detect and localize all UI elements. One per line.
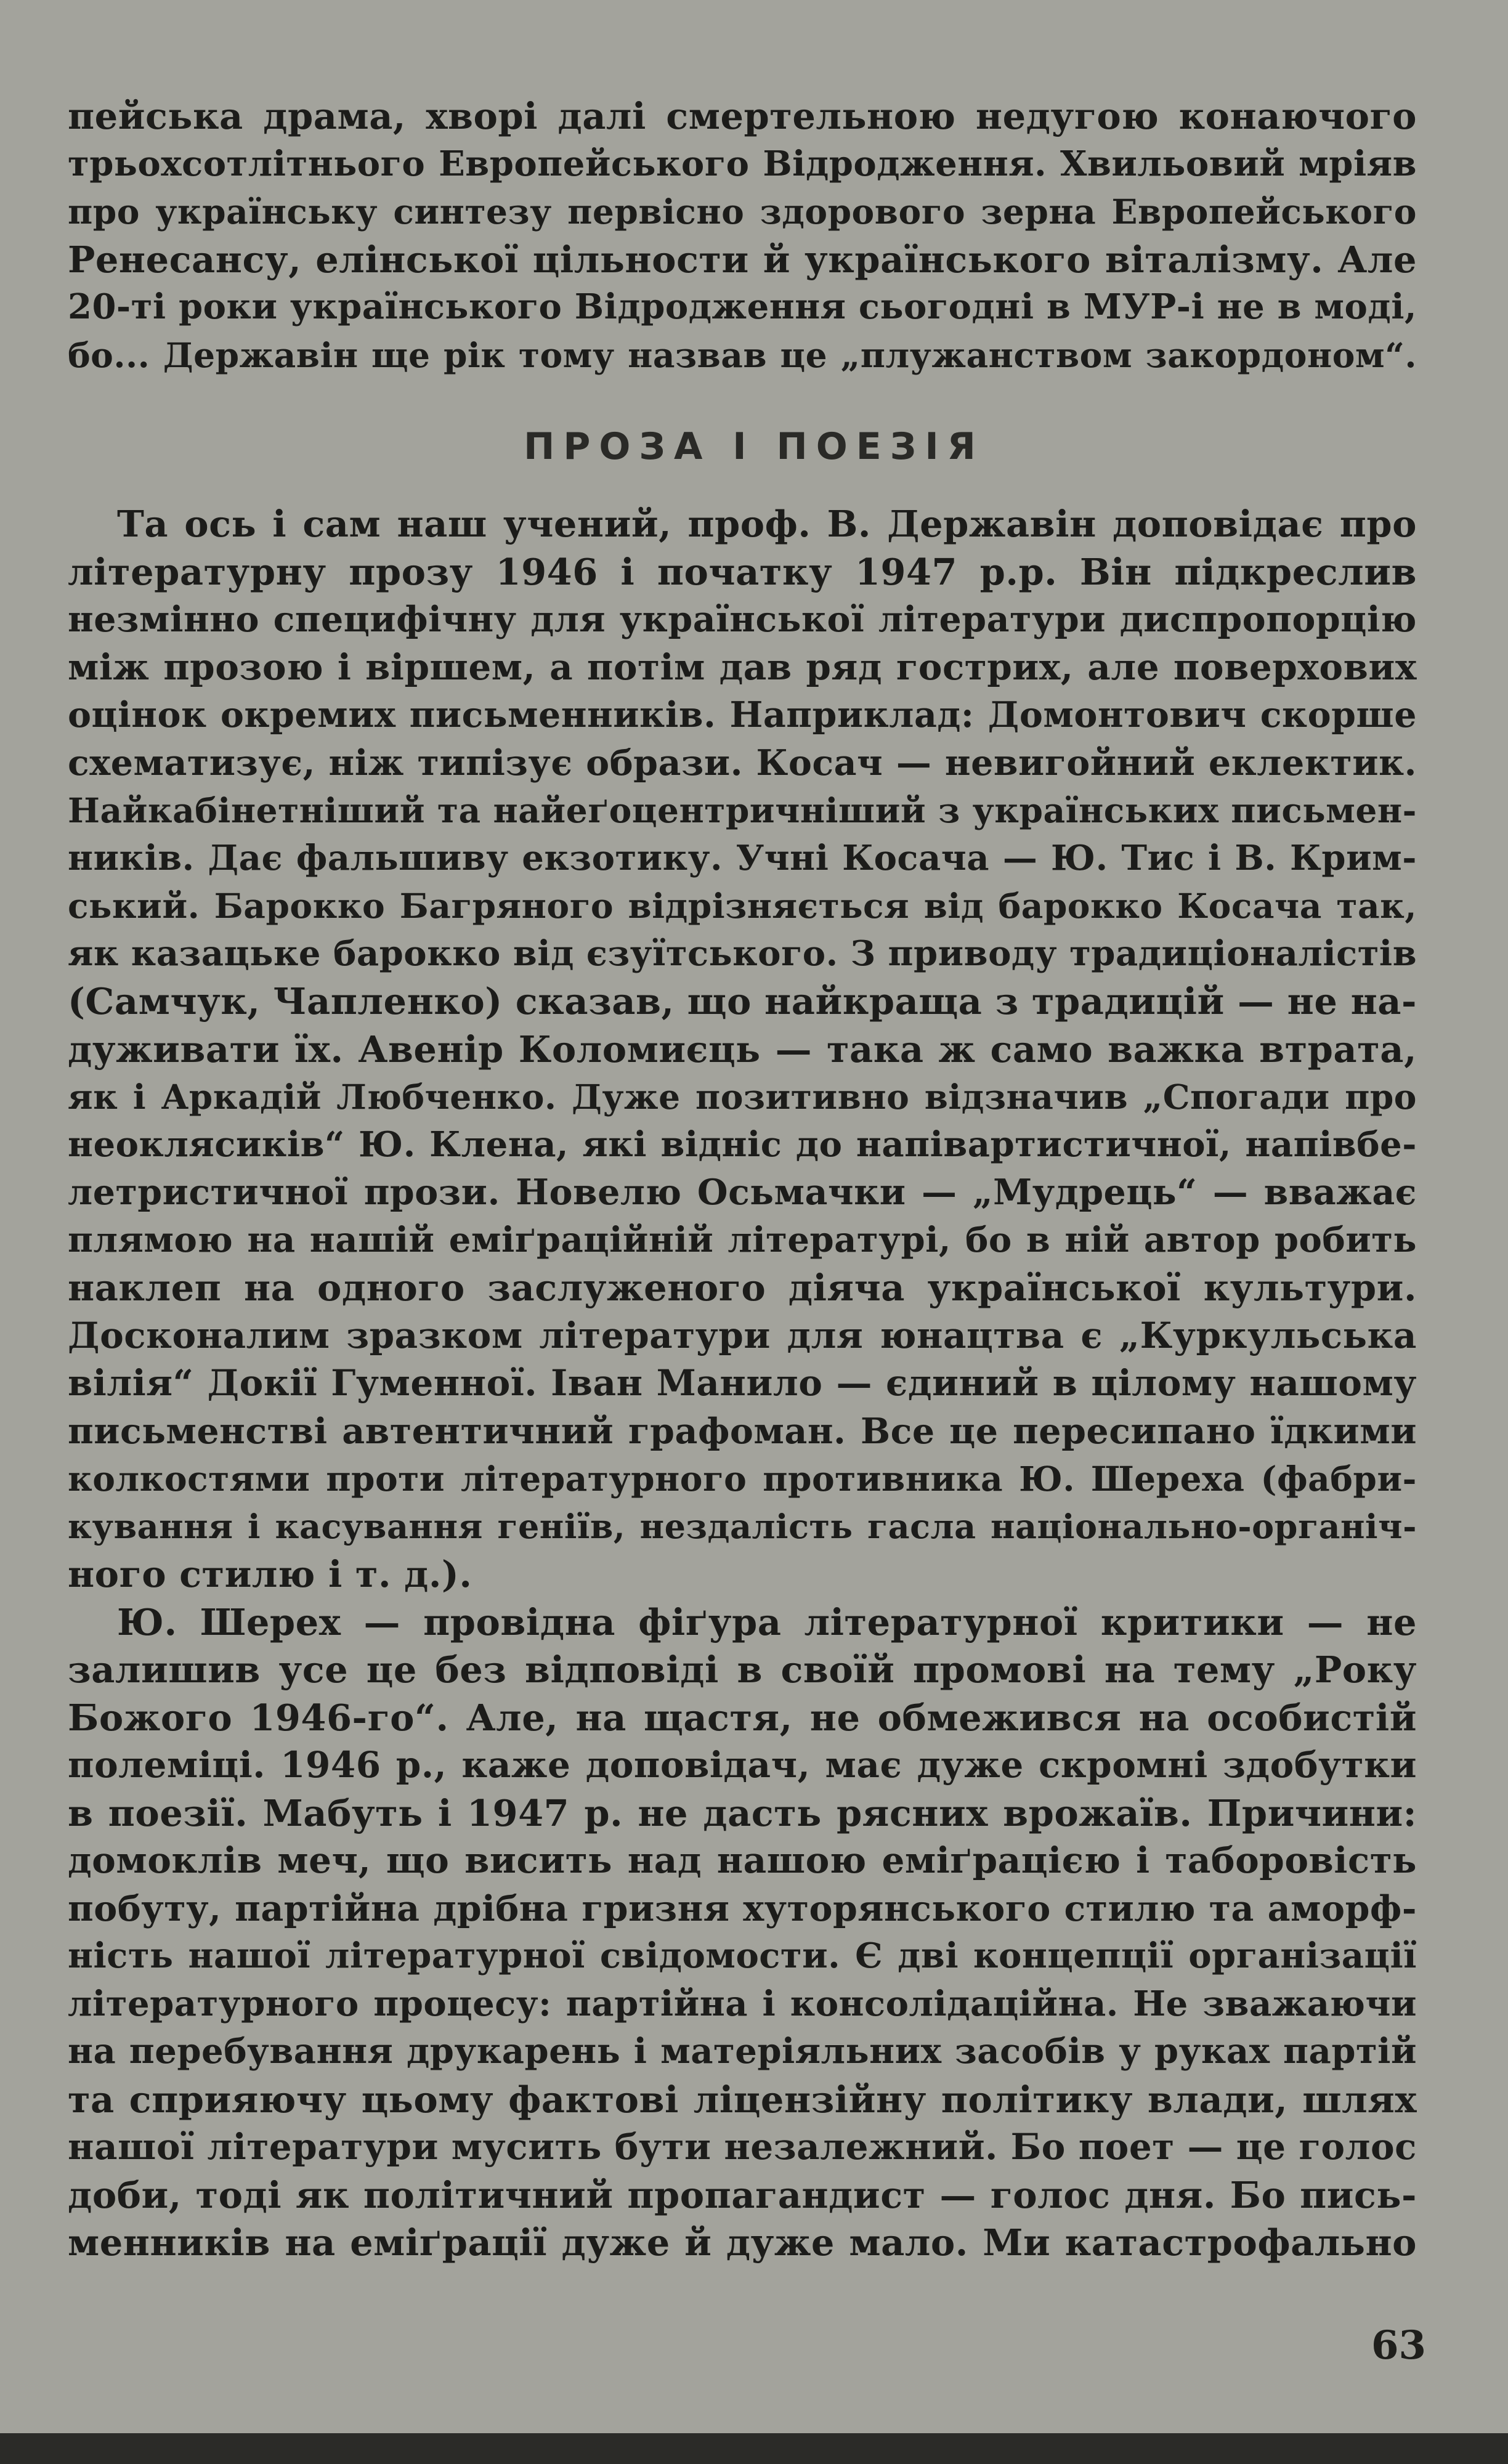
text-line: письменстві автентичний графоман. Все це пересипано їдкими <box>68 1410 1417 1452</box>
text-line: доби, тоді як політичний пропагандист — голос дня. Бо пись- <box>68 2173 1417 2216</box>
text-line: Ренесансу, елінської цільности й українського віталізму. Але <box>68 238 1417 281</box>
text-line: між прозою і віршем, а потім дав ряд гострих, але поверхових <box>68 646 1417 688</box>
text-line: Та ось і сам наш учений, проф. В. Державін доповідає про <box>117 503 1417 545</box>
text-line: пейська драма, хворі далі смертельною недугою конаючого <box>68 95 1417 137</box>
text-line: Божого 1946-го“. Але, на щастя, не обмежився на особистій <box>68 1696 1417 1739</box>
text-line: схематизує, ніж типізує образи. Косач — невигойний еклектик. <box>68 742 1417 784</box>
text-line: ного стилю і т. д.). <box>68 1553 472 1595</box>
text-line: літературного процесу: партійна і консолідаційна. Не зважаючи <box>68 1983 1417 2024</box>
text-line: дуживати їх. Авенір Коломиєць — така ж само важка втрата, <box>68 1027 1417 1071</box>
text-line: Найкабінетніший та найеґоцентричніший з українських письмен- <box>68 790 1417 830</box>
text-line: залишив усе це без відповіді в своїй промові на тему „Року <box>68 1648 1417 1691</box>
text-line: як казацьке барокко від єзуїтського. З приводу традиціоналістів <box>68 933 1417 974</box>
text-line: Досконалим зразком літератури для юнацтва є „Куркульська <box>68 1314 1417 1356</box>
text-line: ників. Дає фальшиву екзотику. Учні Косача — Ю. Тис і В. Крим- <box>68 837 1417 878</box>
text-line: про українську синтезу первісно здорового зерна Европейського <box>68 192 1417 232</box>
text-line: домоклів меч, що висить над нашою еміґрацією і таборовість <box>68 1839 1417 1881</box>
text-line: менників на еміґрації дуже й дуже мало. Ми катастрофально <box>68 2221 1417 2264</box>
text-line: як і Аркадій Любченко. Дуже позитивно відзначив „Спогади про <box>68 1077 1417 1117</box>
page-bottom-edge <box>0 2433 1508 2464</box>
section-heading: ПРОЗА І ПОЕЗІЯ <box>524 425 984 468</box>
text-line: незмінно специфічну для української літератури диспропорцію <box>68 599 1417 640</box>
text-line: оцінок окремих письменників. Наприклад: Домонтович скорше <box>68 694 1417 736</box>
text-line: нашої літератури мусить бути незалежний. Бо поет — це голос <box>68 2126 1417 2168</box>
text-line: полеміці. 1946 р., каже доповідач, має дуже скромні здобутки <box>68 1744 1417 1786</box>
text-line: плямою на нашій еміґраційній літературі, бо в ній автор робить <box>68 1219 1417 1260</box>
text-line: побуту, партійна дрібна гризня хуторянського стилю та аморф- <box>68 1887 1417 1929</box>
text-line: кування і касування геніїв, нездалість гасла національно-органіч- <box>68 1506 1417 1546</box>
text-line: та сприяючу цьому фактові ліцензійну політику влади, шлях <box>68 2078 1417 2121</box>
text-line: летристичної прози. Новелю Осьмачки — „Мудрець“ — вважає <box>68 1172 1417 1213</box>
opening-paragraph <box>68 92 1417 379</box>
text-line: ність нашої літературної свідомости. Є дві концепції організації <box>68 1935 1417 1976</box>
text-line: бо... Державін ще рік тому назвав це „плужанством закордоном“. <box>68 334 1417 375</box>
section-body <box>68 500 1417 2267</box>
text-line: (Самчук, Чапленко) сказав, що найкраща з традицій — не на- <box>68 980 1417 1023</box>
text-line: трьохсотлітнього Европейського Відродження. Хвильовий мріяв <box>68 143 1417 184</box>
text-line: наклеп на одного заслуженого діяча української культури. <box>68 1266 1417 1309</box>
text-line: ський. Барокко Багряного відрізняється від барокко Косача так, <box>68 886 1417 926</box>
text-line: 20-ті роки українського Відродження сьогодні в МУР-і не в моді, <box>68 286 1417 327</box>
text-line: літературну прозу 1946 і початку 1947 р.р. Він підкреслив <box>68 550 1417 593</box>
text-line: неоклясиків“ Ю. Клена, які відніс до напівартистичної, напівбе- <box>68 1124 1417 1165</box>
text-line: Ю. Шерех — провідна фіґура літературної критики — не <box>117 1600 1417 1643</box>
text-line: на перебування друкарень і матеріяльних засобів у руках партій <box>68 2031 1417 2072</box>
text-line: вілія“ Докії Гуменної. Іван Манило — єдиний в цілому нашому <box>68 1362 1417 1404</box>
text-line: в поезії. Мабуть і 1947 р. не дасть рясних врожаїв. Причини: <box>68 1791 1417 1834</box>
page-number: 63 <box>1371 2322 1426 2369</box>
text-line: колкостями проти літературного противника Ю. Шереха (фабри- <box>68 1459 1417 1499</box>
